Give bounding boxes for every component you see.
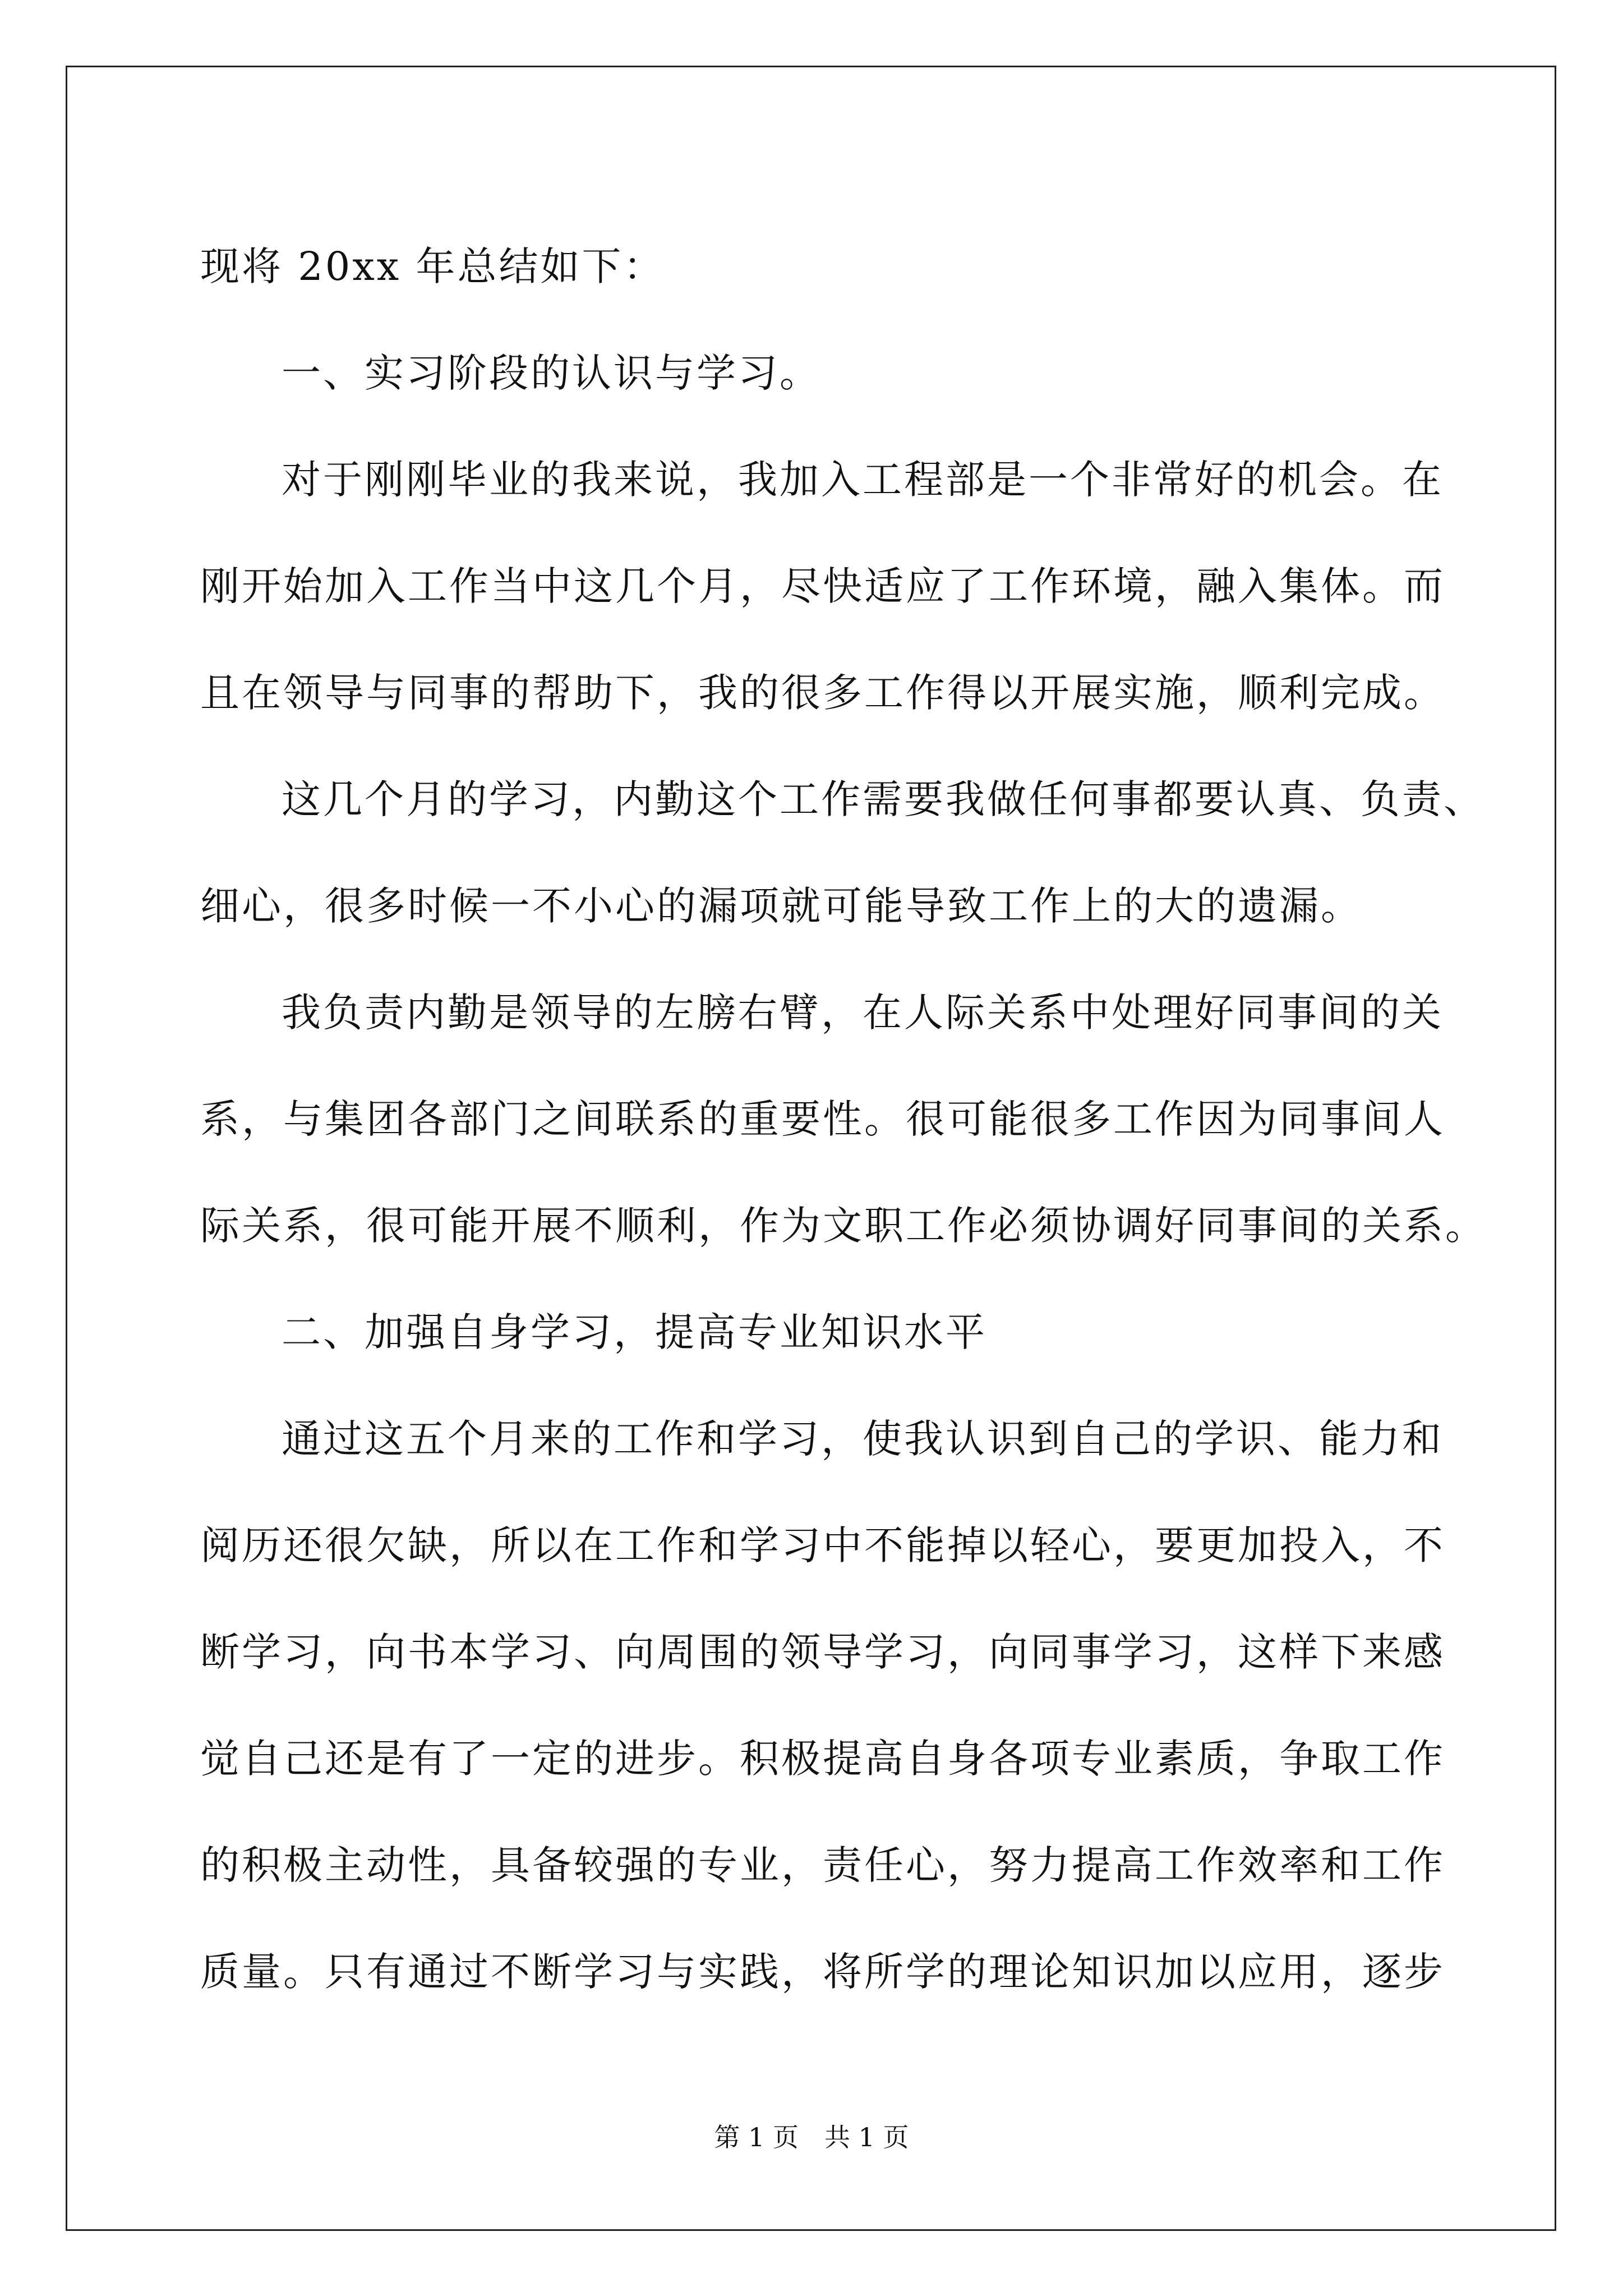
text-line: 质量。只有通过不断学习与实践，将所学的理论知识加以应用，逐步 xyxy=(200,1949,1445,1995)
text-line: 通过这五个月来的工作和学习，使我认识到自己的学识、能力和 xyxy=(282,1416,1444,1462)
text-line: 且在领导与同事的帮助下，我的很多工作得以开展实施，顺利完成。 xyxy=(200,670,1445,716)
text-line: 刚开始加入工作当中这几个月，尽快适应了工作环境，融入集体。而 xyxy=(200,563,1445,609)
text-line: 觉自己还是有了一定的进步。积极提高自身各项专业素质，争取工作 xyxy=(200,1736,1445,1782)
text-line: 现将 20xx 年总结如下： xyxy=(200,243,665,289)
text-line: 阅历还很欠缺，所以在工作和学习中不能掉以轻心，要更加投入，不 xyxy=(200,1522,1445,1568)
text-line: 际关系，很可能开展不顺利，作为文职工作必须协调好同事间的关系。 xyxy=(200,1203,1487,1249)
text-line: 的积极主动性，具备较强的专业，责任心，努力提高工作效率和工作 xyxy=(200,1842,1445,1888)
text-line: 我负责内勤是领导的左膀右臂，在人际关系中处理好同事间的关 xyxy=(282,990,1444,1036)
text-line: 断学习，向书本学习、向周围的领导学习，向同事学习，这样下来感 xyxy=(200,1629,1445,1675)
text-line: 对于刚刚毕业的我来说，我加入工程部是一个非常好的机会。在 xyxy=(282,457,1444,503)
text-line: 系，与集团各部门之间联系的重要性。很可能很多工作因为同事间人 xyxy=(200,1096,1445,1142)
page-footer: 第 1 页 共 1 页 xyxy=(714,2122,909,2152)
document-body xyxy=(200,213,1487,2025)
text-line: 这几个月的学习，内勤这个工作需要我做任何事都要认真、负责、 xyxy=(282,776,1485,822)
text-line: 二、加强自身学习，提高专业知识水平 xyxy=(282,1309,987,1355)
text-line: 细心，很多时候一不小心的漏项就可能导致工作上的大的遗漏。 xyxy=(200,883,1362,929)
text-line: 一、实习阶段的认识与学习。 xyxy=(282,350,821,396)
